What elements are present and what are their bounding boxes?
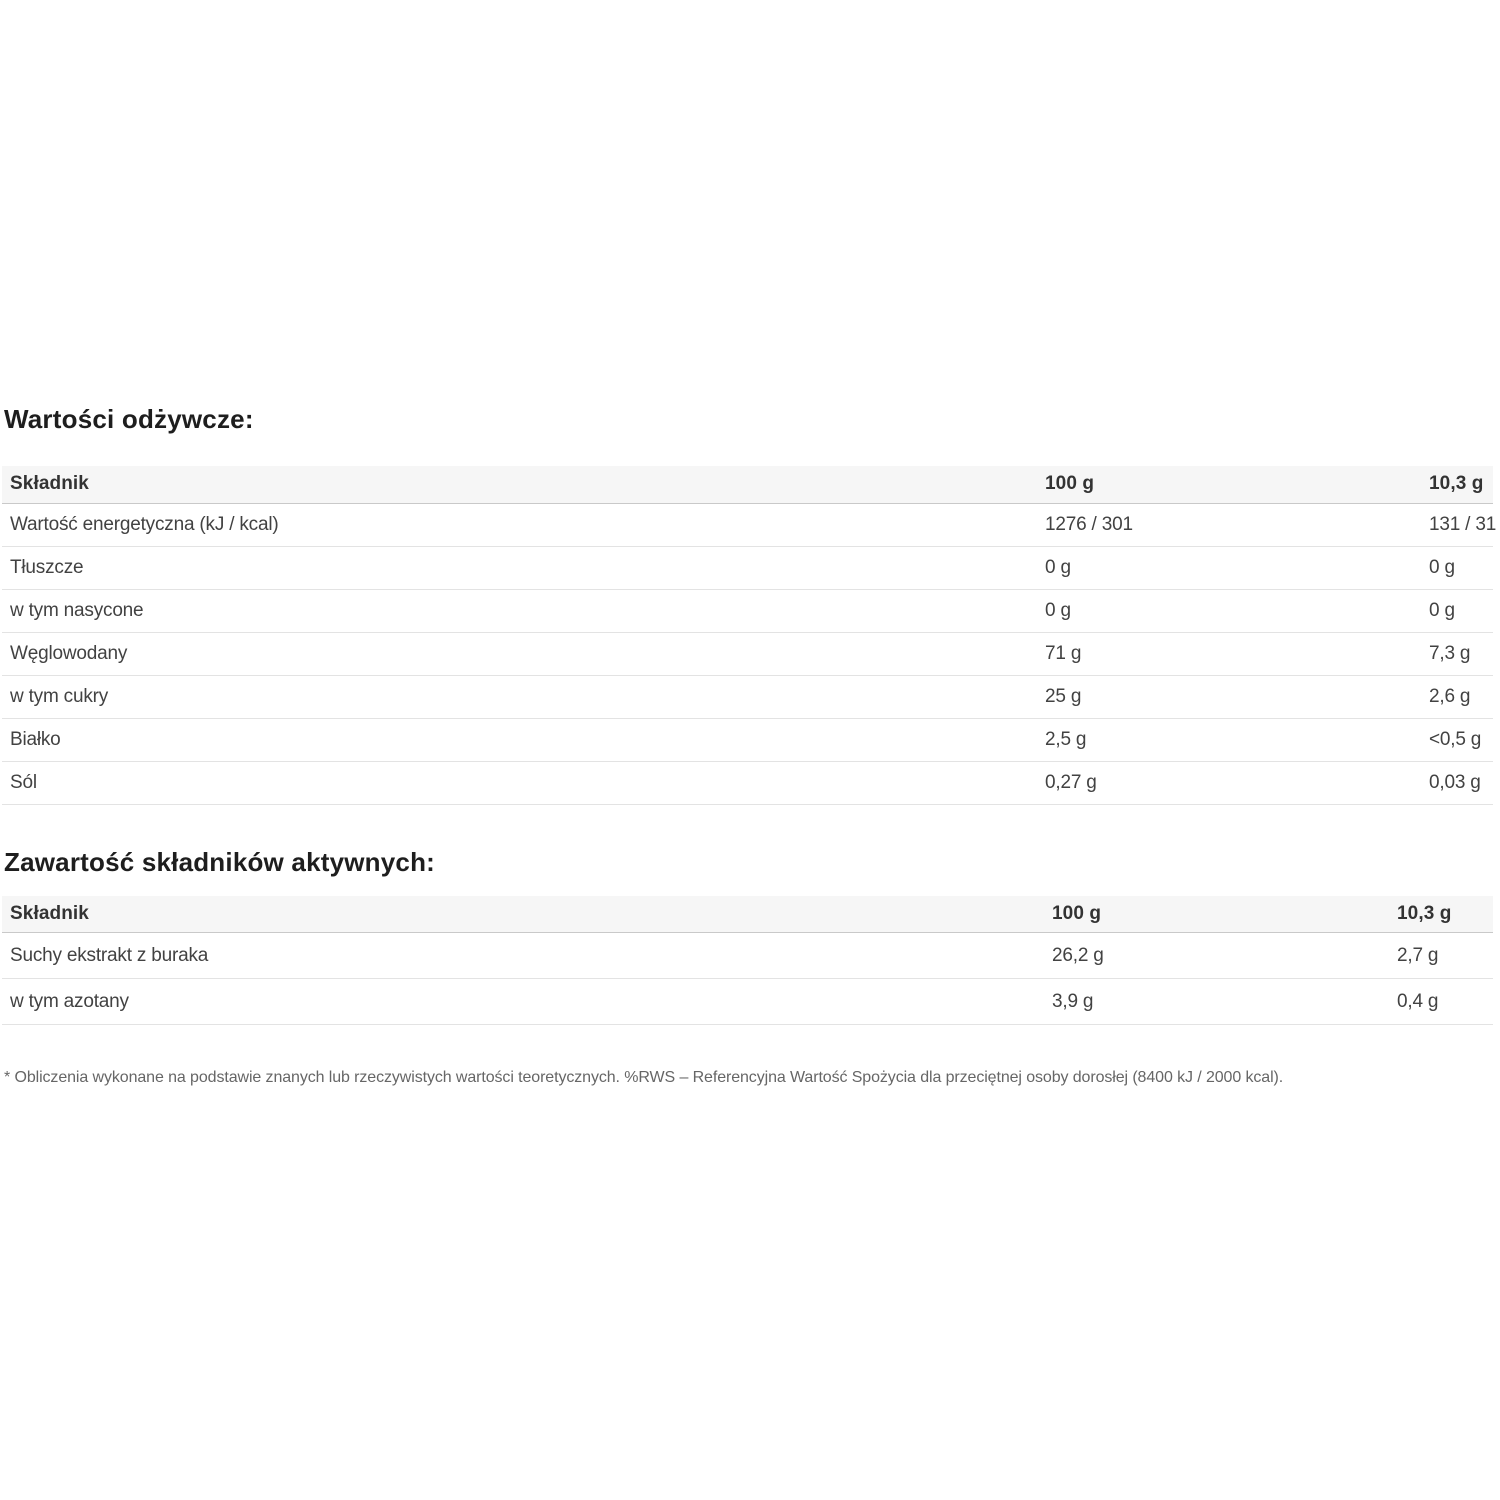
column-header-ingredient: Składnik [2,896,1052,933]
active-ingredients-heading: Zawartość składników aktywnych: [4,846,436,877]
nutrient-name-cell: w tym azotany [2,979,1052,1025]
nutrient-name-cell: Suchy ekstrakt z buraka [2,933,1052,979]
column-header-ingredient: Składnik [2,466,1045,503]
value-per-100g-cell: 2,5 g [1045,718,1429,761]
value-per-serving-cell: 0,4 g [1397,979,1493,1025]
table-header-row [2,466,1493,503]
table-row [2,503,1493,546]
value-per-100g-cell: 0 g [1045,589,1429,632]
value-per-100g-cell: 25 g [1045,675,1429,718]
value-per-serving-cell: 2,7 g [1397,933,1493,979]
value-per-serving-cell: 131 / 31 [1429,503,1493,546]
value-per-100g-cell: 71 g [1045,632,1429,675]
value-per-100g-cell: 26,2 g [1052,933,1397,979]
table-row [2,589,1493,632]
nutrient-name-cell: Węglowodany [2,632,1045,675]
column-header-per-100g: 100 g [1052,896,1397,933]
table-row [2,761,1493,804]
rws-footnote: * Obliczenia wykonane na podstawie znanych lub rzeczywistych wartości teoretycznych. %RWS – Referencyjna Wartość Spożycia dla przeciętnej osoby dorosłej (8400 kJ / 2000 kcal). [4,1069,1284,1086]
nutrient-name-cell: Białko [2,718,1045,761]
table-row [2,718,1493,761]
nutrient-name-cell: w tym nasycone [2,589,1045,632]
value-per-100g-cell: 3,9 g [1052,979,1397,1025]
value-per-serving-cell: 0 g [1429,589,1493,632]
value-per-serving-cell: <0,5 g [1429,718,1493,761]
nutrient-name-cell: Tłuszcze [2,546,1045,589]
value-per-serving-cell: 0,03 g [1429,761,1493,804]
nutrient-name-cell: Sól [2,761,1045,804]
table-row [2,675,1493,718]
value-per-100g-cell: 0 g [1045,546,1429,589]
nutrient-name-cell: w tym cukry [2,675,1045,718]
table-row [2,979,1493,1025]
value-per-100g-cell: 1276 / 301 [1045,503,1429,546]
nutrition-values-table [2,466,1497,805]
value-per-serving-cell: 7,3 g [1429,632,1493,675]
table-row [2,933,1493,979]
nutrition-section [2,404,1497,1088]
table-row [2,632,1493,675]
value-per-serving-cell: 2,6 g [1429,675,1493,718]
column-header-per-100g: 100 g [1045,466,1429,503]
column-header-per-serving: 10,3 g [1397,896,1493,933]
nutrition-values-heading: Wartości odżywcze: [4,404,254,434]
table-row [2,546,1493,589]
active-ingredients-table [2,896,1493,1026]
nutrient-name-cell: Wartość energetyczna (kJ / kcal) [2,503,1045,546]
value-per-100g-cell: 0,27 g [1045,761,1429,804]
column-header-per-serving: 10,3 g [1429,466,1493,503]
value-per-serving-cell: 0 g [1429,546,1493,589]
table-header-row [2,896,1493,933]
